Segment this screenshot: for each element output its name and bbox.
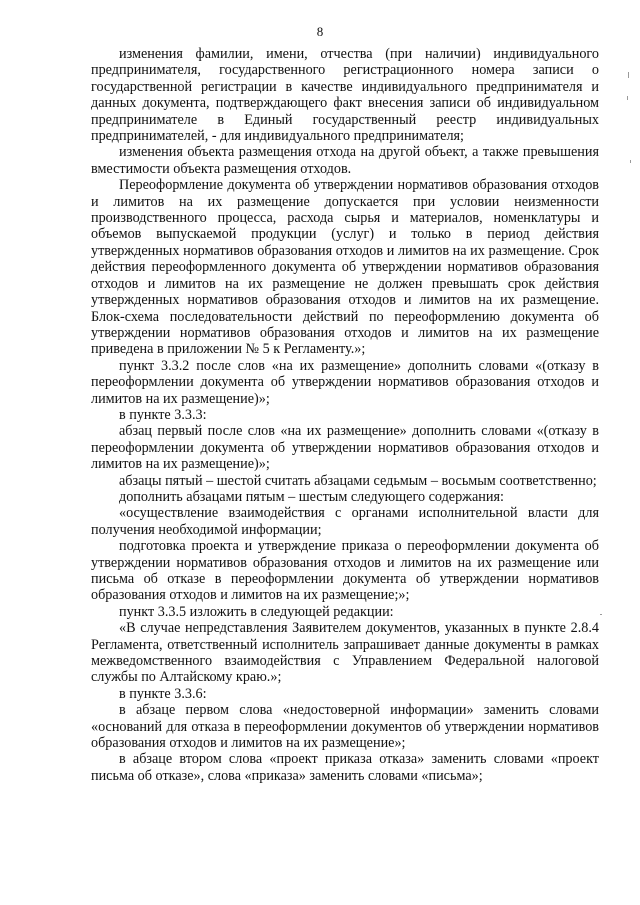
- paragraph: в пункте 3.3.6:: [119, 685, 207, 702]
- paragraph: Переоформление документа об утверждении нормативов образования отходов и лимитов на их размещение допускается при условии неизменности производственного процесса, расхода сырья и материалов, номенклатуры и объемов выпускаемой продукции (услуг) и только в период действия утвержденных нормативов образования отходов и лимитов на их размещение. Срок действия переоформленного документа об утверждении нормативов образования отходов и лимитов на их размещение не должен превышать срок действия утвержденных нормативов образования отходов и лимитов на их размещение. Блок-схема последовательности действий по переоформлению документа об утверждении нормативов образования отходов и лимитов на их размещение приведена в приложении № 5 к Регламенту.»;: [91, 177, 599, 358]
- scan-artifact: [628, 72, 629, 78]
- scan-artifact: [627, 96, 628, 100]
- paragraph: пункт 3.3.2 после слов «на их размещение» дополнить словами «(отказу в переоформлении документа об утверждении нормативов образования отходов и лимитов на их размещение)»;: [91, 357, 599, 407]
- paragraph: изменения объекта размещения отхода на другой объект, а также превышения вместимости объекта размещения отходов.: [91, 144, 599, 177]
- paragraph: «осуществление взаимодействия с органами исполнительной власти для получения необходимой информации;: [91, 505, 599, 538]
- paragraph: «В случае непредставления Заявителем документов, указанных в пункте 2.8.4 Регламента, ответственный исполнитель запрашивает данные документы в рамках межведомственного взаимодействия с Управлением Федеральной налоговой службы по Алтайскому краю.»;: [91, 620, 599, 686]
- paragraph: подготовка проекта и утверждение приказа о переоформлении документа об утверждении нормативов образования отходов и лимитов на их размещение или письма об отказе в переоформлении документа об утверждении нормативов образования отходов и лимитов на их размещение;»;: [91, 538, 599, 604]
- document-body: [91, 46, 599, 784]
- paragraph: в пункте 3.3.3:: [119, 406, 207, 423]
- scan-artifact: [630, 160, 631, 163]
- page-number: 8: [316, 24, 324, 39]
- paragraph: абзацы пятый – шестой считать абзацами седьмым – восьмым соответственно;: [119, 472, 597, 489]
- paragraph: дополнить абзацами пятым – шестым следующего содержания:: [119, 488, 504, 505]
- paragraph: в абзаце первом слова «недостоверной информации» заменить словами «оснований для отказа в переоформлении документов об утверждении нормативов образования отходов и лимитов на их размещение»;: [91, 702, 599, 752]
- paragraph: абзац первый после слов «на их размещение» дополнить словами «(отказу в переоформлении документа об утверждении нормативов образования отходов и лимитов на их размещение)»;: [91, 423, 599, 473]
- scan-artifact: [600, 614, 602, 615]
- paragraph: пункт 3.3.5 изложить в следующей редакции:: [119, 603, 394, 620]
- paragraph: изменения фамилии, имени, отчества (при наличии) индивидуального предпринимателя, государственного регистрационного номера записи о государственной регистрации в качестве индивидуального предпринимателя и данных документа, подтверждающего факт внесения записи об индивидуальном предпринимателе в Единый государственный реестр индивидуальных предпринимателей, - для индивидуального предпринимателя;: [91, 46, 599, 145]
- paragraph: в абзаце втором слова «проект приказа отказа» заменить словами «проект письма об отказе», слова «приказа» заменить словами «письма»;: [91, 751, 599, 784]
